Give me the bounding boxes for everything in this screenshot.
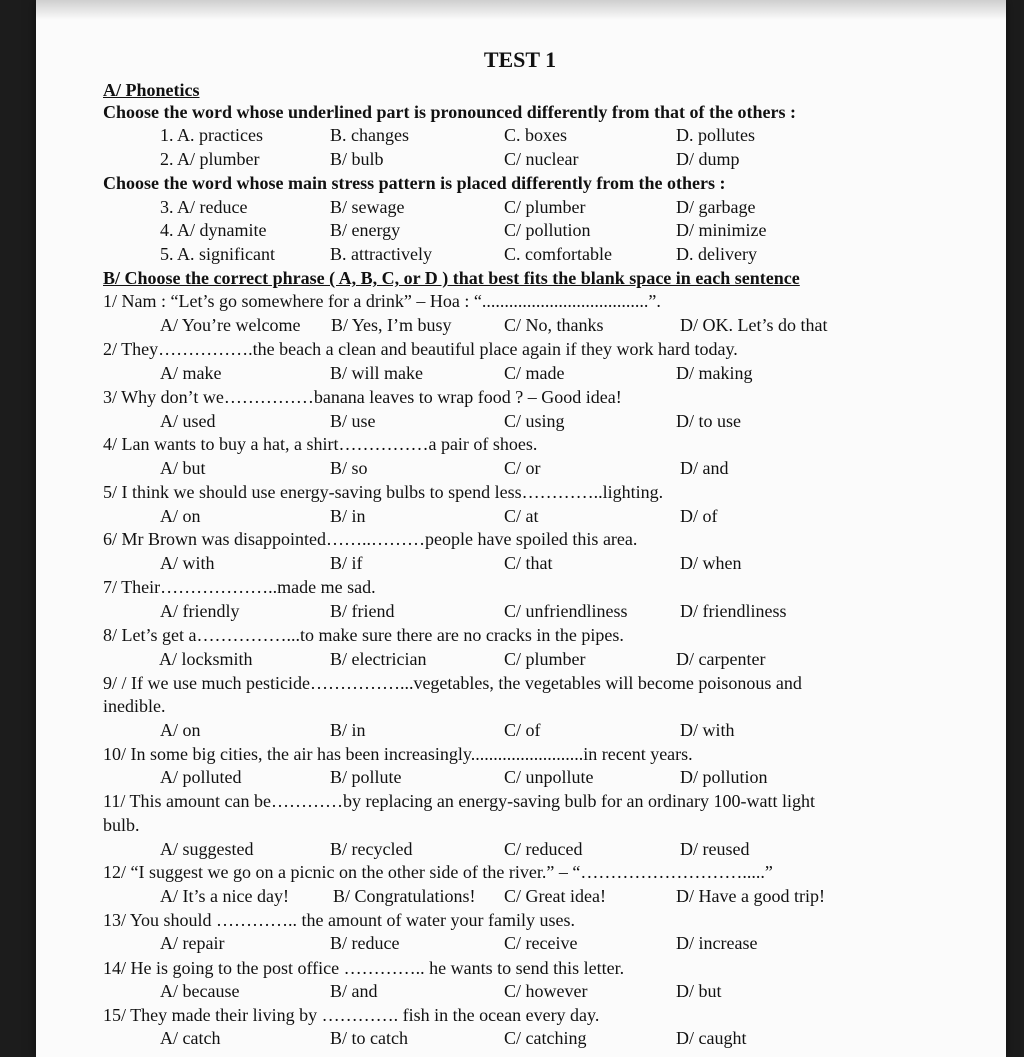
option-d: D/ of bbox=[680, 506, 718, 526]
option-d: D/ minimize bbox=[676, 220, 767, 240]
option-b: B/ to catch bbox=[330, 1028, 408, 1048]
option-a: 1. A. practices bbox=[160, 125, 263, 145]
option-c: C. comfortable bbox=[504, 244, 612, 264]
question-1-text: 1/ Nam : “Let’s go somewhere for a drink” – Hoa : “.....................................”. bbox=[103, 291, 661, 311]
option-b: B/ Congratulations! bbox=[333, 886, 476, 906]
question-10-text: 10/ In some big cities, the air has been increasingly.........................in recent years. bbox=[103, 744, 693, 764]
option-d: D/ Have a good trip! bbox=[676, 886, 825, 906]
option-a: 4. A/ dynamite bbox=[160, 220, 267, 240]
option-a: A/ catch bbox=[160, 1028, 221, 1048]
question-14-text: 14/ He is going to the post office ………….. he wants to send this letter. bbox=[103, 958, 625, 978]
option-a: A/ locksmith bbox=[159, 649, 253, 669]
question-4-text: 4/ Lan wants to buy a hat, a shirt……………a pair of shoes. bbox=[103, 434, 538, 454]
option-c: C/ receive bbox=[504, 933, 578, 953]
option-b: B/ if bbox=[330, 553, 363, 573]
option-a: A/ repair bbox=[160, 933, 225, 953]
question-9-text: 9/ / If we use much pesticide……………...vegetables, the vegetables will become poisonous and bbox=[103, 673, 802, 693]
option-b: B/ friend bbox=[330, 601, 395, 621]
question-15-text: 15/ They made their living by …………. fish in the ocean every day. bbox=[103, 1005, 600, 1025]
option-d: D/ OK. Let’s do that bbox=[680, 315, 828, 335]
question-13-text: 13/ You should ………….. the amount of water your family uses. bbox=[103, 910, 575, 930]
option-c: C/ however bbox=[504, 981, 588, 1001]
option-a: A/ It’s a nice day! bbox=[160, 886, 289, 906]
option-d: D/ and bbox=[680, 458, 729, 478]
option-c: C/ No, thanks bbox=[504, 315, 604, 335]
option-d: D. delivery bbox=[676, 244, 757, 264]
option-d: D/ garbage bbox=[676, 197, 756, 217]
option-d: D/ when bbox=[680, 553, 742, 573]
option-a: A/ because bbox=[160, 981, 240, 1001]
option-a: 2. A/ plumber bbox=[160, 149, 260, 169]
option-b: B/ use bbox=[330, 411, 376, 431]
option-c: C/ reduced bbox=[504, 839, 583, 859]
option-b: B/ in bbox=[330, 506, 366, 526]
option-a: A/ polluted bbox=[160, 767, 242, 787]
option-d: D/ increase bbox=[676, 933, 758, 953]
option-d: D/ dump bbox=[676, 149, 740, 169]
question-8-text: 8/ Let’s get a……………...to make sure there are no cracks in the pipes. bbox=[103, 625, 624, 645]
option-d: D. pollutes bbox=[676, 125, 755, 145]
option-c: C. boxes bbox=[504, 125, 567, 145]
option-b: B/ reduce bbox=[330, 933, 400, 953]
option-a: A/ suggested bbox=[160, 839, 254, 859]
question-6-text: 6/ Mr Brown was disappointed……..………people have spoiled this area. bbox=[103, 529, 638, 549]
option-b: B/ Yes, I’m busy bbox=[331, 315, 452, 335]
section-b-heading: B/ Choose the correct phrase ( A, B, C, or D ) that best fits the blank space in each sentence bbox=[103, 268, 800, 288]
instruction-stress: Choose the word whose main stress pattern is placed differently from the others : bbox=[103, 173, 726, 193]
question-11-text-continued: bulb. bbox=[103, 815, 140, 835]
option-a: A/ with bbox=[160, 553, 215, 573]
option-a: A/ friendly bbox=[160, 601, 240, 621]
option-b: B/ so bbox=[330, 458, 368, 478]
option-d: D/ but bbox=[676, 981, 722, 1001]
option-c: C/ unfriendliness bbox=[504, 601, 628, 621]
option-d: D/ making bbox=[676, 363, 753, 383]
option-a: 5. A. significant bbox=[160, 244, 275, 264]
question-9-text-continued: inedible. bbox=[103, 696, 166, 716]
option-b: B/ in bbox=[330, 720, 366, 740]
page-title: TEST 1 bbox=[483, 47, 557, 72]
option-c: C/ plumber bbox=[504, 649, 586, 669]
option-b: B/ sewage bbox=[330, 197, 405, 217]
option-c: C/ plumber bbox=[504, 197, 586, 217]
option-a: A/ make bbox=[160, 363, 222, 383]
option-a: A/ You’re welcome bbox=[160, 315, 301, 335]
option-d: D/ caught bbox=[676, 1028, 747, 1048]
option-b: B/ will make bbox=[330, 363, 423, 383]
option-b: B. changes bbox=[330, 125, 409, 145]
option-c: C/ made bbox=[504, 363, 565, 383]
option-a: A/ on bbox=[160, 720, 201, 740]
option-d: D/ with bbox=[680, 720, 735, 740]
question-2-text: 2/ They…………….the beach a clean and beautiful place again if they work hard today. bbox=[103, 339, 738, 359]
option-a: 3. A/ reduce bbox=[160, 197, 248, 217]
option-c: C/ that bbox=[504, 553, 553, 573]
section-a-heading: A/ Phonetics bbox=[103, 80, 200, 100]
option-d: D/ reused bbox=[680, 839, 750, 859]
option-b: B/ pollute bbox=[330, 767, 402, 787]
option-c: C/ nuclear bbox=[504, 149, 579, 169]
option-d: D/ to use bbox=[676, 411, 741, 431]
option-c: C/ Great idea! bbox=[504, 886, 606, 906]
option-b: B/ and bbox=[330, 981, 378, 1001]
question-5-text: 5/ I think we should use energy-saving bulbs to spend less…………..lighting. bbox=[103, 482, 664, 502]
option-c: C/ catching bbox=[504, 1028, 587, 1048]
option-b: B/ energy bbox=[330, 220, 401, 240]
option-a: A/ used bbox=[160, 411, 216, 431]
question-11-text: 11/ This amount can be…………by replacing an energy-saving bulb for an ordinary 100-watt light bbox=[103, 791, 816, 811]
option-b: B. attractively bbox=[330, 244, 432, 264]
option-d: D/ friendliness bbox=[680, 601, 787, 621]
option-c: C/ using bbox=[504, 411, 565, 431]
option-c: C/ unpollute bbox=[504, 767, 594, 787]
option-c: C/ at bbox=[504, 506, 539, 526]
option-d: D/ pollution bbox=[680, 767, 768, 787]
question-7-text: 7/ Their………………..made me sad. bbox=[103, 577, 376, 597]
option-c: C/ or bbox=[504, 458, 541, 478]
question-12-text: 12/ “I suggest we go on a picnic on the other side of the river.” – “……………………….....” bbox=[103, 862, 773, 882]
option-c: C/ pollution bbox=[504, 220, 591, 240]
option-c: C/ of bbox=[504, 720, 541, 740]
question-3-text: 3/ Why don’t we……………banana leaves to wrap food ? – Good idea! bbox=[103, 387, 622, 407]
instruction-pronunciation: Choose the word whose underlined part is pronounced differently from that of the others : bbox=[103, 102, 796, 122]
option-b: B/ recycled bbox=[330, 839, 413, 859]
option-a: A/ but bbox=[160, 458, 206, 478]
option-b: B/ electrician bbox=[330, 649, 427, 669]
option-d: D/ carpenter bbox=[676, 649, 766, 669]
option-a: A/ on bbox=[160, 506, 201, 526]
option-b: B/ bulb bbox=[330, 149, 384, 169]
